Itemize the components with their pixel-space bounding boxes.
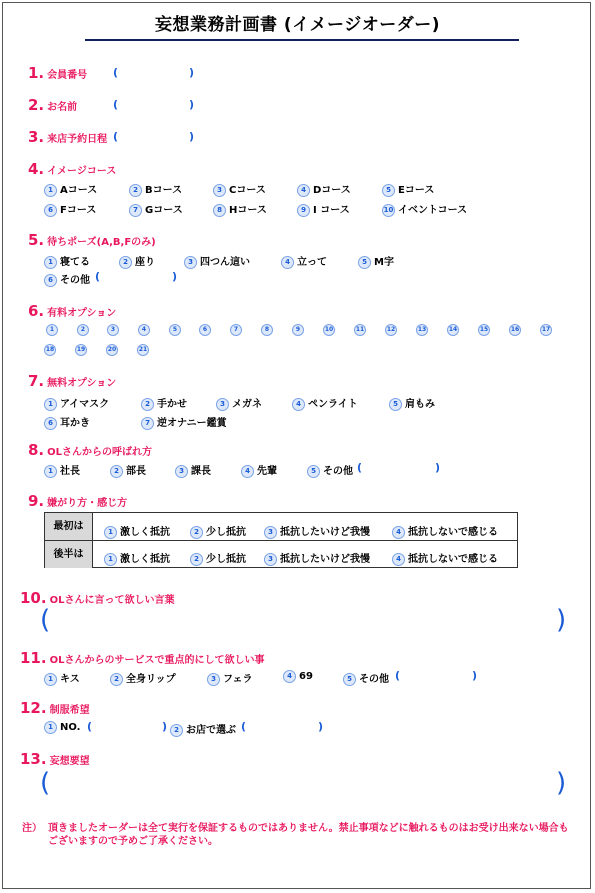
paid-option-number[interactable]: 13 — [416, 324, 428, 336]
resistance-option[interactable]: 2 少し抵抗 — [190, 550, 246, 566]
paid-option-number[interactable]: 14 — [447, 324, 459, 336]
words-field[interactable] — [52, 608, 552, 638]
resistance-option[interactable]: 2 少し抵抗 — [190, 523, 246, 539]
section-number: 2. — [28, 96, 45, 114]
paid-option-number[interactable]: 2 — [77, 324, 89, 336]
visit-date-close-paren: ) — [189, 130, 195, 143]
course-option[interactable]: 10 イベントコース — [383, 205, 468, 216]
resistance-option[interactable]: 4 抵抗しないで感じる — [392, 550, 498, 566]
section-service-focus — [20, 648, 264, 667]
paid-option-number[interactable]: 3 — [107, 324, 119, 336]
section-number: 3. — [28, 128, 45, 146]
member-number-open-paren: ( — [113, 66, 119, 79]
uniform-number-field[interactable] — [96, 719, 158, 735]
paid-option-number[interactable]: 11 — [354, 324, 366, 336]
paid-option-number[interactable]: 10 — [323, 324, 335, 336]
section-number: 12. — [20, 699, 47, 717]
section-number: 5. — [28, 231, 45, 249]
resistance-option[interactable]: 3 抵抗したいけど我慢 — [264, 523, 370, 539]
course-option[interactable]: 2 Bコース — [129, 181, 182, 197]
free-option[interactable]: 6 耳かき — [44, 414, 90, 430]
section-label: 有料オプション — [47, 308, 117, 319]
section-label: 無料オプション — [47, 378, 117, 389]
call-option[interactable]: 2 部長 — [110, 462, 146, 478]
service-option[interactable]: 5 その他 — [343, 670, 389, 686]
section-label: 妄想要望 — [49, 756, 90, 767]
pose-option[interactable]: 5 M字 — [358, 253, 394, 269]
paid-option-number[interactable]: 7 — [230, 324, 242, 336]
table-row-header: 最初は — [45, 513, 93, 540]
section-number: 8. — [28, 441, 45, 459]
uniform-option-shop[interactable]: 2 お店で選ぶ — [170, 721, 236, 737]
uniform-number-close-paren: ) — [162, 720, 168, 733]
words-open-paren: ( — [40, 605, 51, 635]
section-uniform — [20, 698, 90, 717]
paid-option-number[interactable]: 17 — [540, 324, 552, 336]
section-label: OLさんからの呼ばれ方 — [47, 447, 153, 458]
visit-date-open-paren: ( — [113, 130, 119, 143]
free-option[interactable]: 4 ペンライト — [292, 395, 358, 411]
pose-option[interactable]: 3 四つん這い — [184, 253, 250, 269]
section-number: 10. — [20, 589, 47, 607]
member-number-close-paren: ) — [189, 66, 195, 79]
uniform-shop-field[interactable] — [250, 719, 314, 735]
resistance-option[interactable]: 1 激しく抵抗 — [104, 523, 170, 539]
name-open-paren: ( — [113, 98, 119, 111]
paid-option-number[interactable]: 16 — [509, 324, 521, 336]
call-option[interactable]: 4 先輩 — [241, 462, 277, 478]
call-option[interactable]: 3 課長 — [175, 462, 211, 478]
service-other-close-paren: ) — [472, 669, 478, 682]
pose-other-open-paren: ( — [95, 270, 101, 283]
name-field[interactable] — [122, 96, 186, 112]
course-option[interactable]: 4 Dコース — [297, 181, 351, 197]
section-label: イメージコース — [47, 166, 117, 177]
paid-option-number[interactable]: 15 — [478, 324, 490, 336]
pose-other-field[interactable] — [104, 269, 168, 285]
free-option[interactable]: 5 肩もみ — [389, 395, 435, 411]
visit-date-field[interactable] — [122, 128, 186, 144]
section-visit-date — [28, 127, 107, 146]
note-text: 頂きましたオーダーは全て実行を保証するものではありません。禁止事項などに触れるものはお受け出来ない場合もございますので予めご了承ください。 — [48, 823, 569, 847]
pose-option[interactable]: 1 寝てる — [44, 253, 90, 269]
paid-option-number[interactable]: 21 — [137, 344, 149, 356]
resistance-option[interactable]: 3 抵抗したいけど我慢 — [264, 550, 370, 566]
uniform-number-open-paren: ( — [87, 720, 93, 733]
paid-option-number[interactable]: 20 — [106, 344, 118, 356]
free-option[interactable]: 7 逆オナニー鑑賞 — [141, 414, 227, 430]
call-option[interactable]: 5 その他 — [307, 462, 353, 478]
request-field[interactable] — [52, 770, 552, 802]
section-number: 7. — [28, 372, 45, 390]
section-label: お名前 — [47, 102, 78, 113]
call-other-open-paren: ( — [357, 461, 363, 474]
paid-option-number[interactable]: 4 — [138, 324, 150, 336]
service-option[interactable]: 2 全身リップ — [110, 670, 176, 686]
free-option[interactable]: 2 手かせ — [141, 395, 187, 411]
note-prefix: 注） — [22, 823, 42, 834]
title-underline — [85, 39, 519, 41]
service-option[interactable]: 1 キス — [44, 670, 80, 686]
section-paid-options — [28, 301, 116, 320]
call-other-field[interactable] — [366, 460, 432, 476]
paid-option-number[interactable]: 1 — [46, 324, 58, 336]
paid-option-number[interactable]: 18 — [44, 344, 56, 356]
section-label: 会員番号 — [47, 70, 88, 81]
call-other-close-paren: ) — [435, 461, 441, 474]
section-label: 待ちポーズ(A,B,Fのみ) — [47, 237, 156, 248]
section-label: 制服希望 — [49, 705, 90, 716]
uniform-shop-open-paren: ( — [241, 720, 247, 733]
resistance-option[interactable]: 1 激しく抵抗 — [104, 550, 170, 566]
request-open-paren: ( — [40, 768, 51, 798]
section-number: 1. — [28, 64, 45, 82]
service-option[interactable]: 3 フェラ — [207, 670, 253, 686]
free-option[interactable]: 3 メガネ — [216, 395, 262, 411]
section-resistance — [28, 491, 127, 510]
section-number: 4. — [28, 160, 45, 178]
paid-option-number[interactable]: 9 — [292, 324, 304, 336]
course-option[interactable]: 3 Cコース — [213, 181, 266, 197]
pose-option[interactable]: 2 座り — [119, 253, 155, 269]
pose-other-close-paren: ) — [172, 270, 178, 283]
section-name — [28, 95, 77, 114]
service-option[interactable]: 4 69 — [283, 670, 313, 683]
course-option[interactable]: 5 Eコース — [382, 181, 434, 197]
section-label: OLさんからのサービスで重点的にして欲しい事 — [49, 655, 265, 666]
course-option[interactable]: 7 Gコース — [129, 201, 183, 217]
section-fantasy-request — [20, 749, 90, 768]
section-number: 11. — [20, 649, 47, 667]
course-option[interactable]: 1 Aコース — [44, 181, 97, 197]
free-option[interactable]: 1 アイマスク — [44, 395, 109, 411]
course-option[interactable]: 8 Hコース — [213, 201, 267, 217]
paid-option-number[interactable]: 12 — [385, 324, 397, 336]
member-number-field[interactable] — [122, 64, 186, 80]
service-other-field[interactable] — [404, 668, 468, 684]
uniform-shop-close-paren: ) — [318, 720, 324, 733]
paid-option-number[interactable]: 8 — [261, 324, 273, 336]
pose-option[interactable]: 4 立って — [281, 253, 327, 269]
words-close-paren: ) — [556, 605, 567, 635]
page-title: 妄想業務計画書 (イメージオーダー) — [155, 15, 440, 35]
section-label: 来店予約日程 — [47, 134, 108, 145]
course-option[interactable]: 6 Fコース — [44, 201, 96, 217]
section-number: 13. — [20, 750, 47, 768]
section-free-options — [28, 371, 116, 390]
section-number: 9. — [28, 492, 45, 510]
course-option[interactable]: 9 I コース — [297, 201, 350, 217]
paid-option-number[interactable]: 19 — [75, 344, 87, 356]
request-close-paren: ) — [556, 768, 567, 798]
resistance-option[interactable]: 4 抵抗しないで感じる — [392, 523, 498, 539]
paid-option-number[interactable]: 6 — [199, 324, 211, 336]
section-member-number — [28, 63, 87, 82]
section-label: OLさんに言って欲しい言葉 — [49, 595, 175, 606]
table-row-header: 後半は — [45, 541, 93, 568]
section-waiting-pose — [28, 230, 156, 249]
call-option[interactable]: 1 社長 — [44, 462, 80, 478]
uniform-option-number[interactable]: 1 NO. — [44, 721, 80, 734]
table-divider — [45, 540, 517, 541]
section-number: 6. — [28, 302, 45, 320]
service-other-open-paren: ( — [395, 669, 401, 682]
section-label: 嫌がり方・感じ方 — [47, 498, 128, 509]
section-how-to-be-called — [28, 440, 152, 459]
paid-option-number[interactable]: 5 — [169, 324, 181, 336]
pose-option[interactable]: 6 その他 — [44, 271, 90, 287]
section-image-course — [28, 159, 116, 178]
name-close-paren: ) — [189, 98, 195, 111]
